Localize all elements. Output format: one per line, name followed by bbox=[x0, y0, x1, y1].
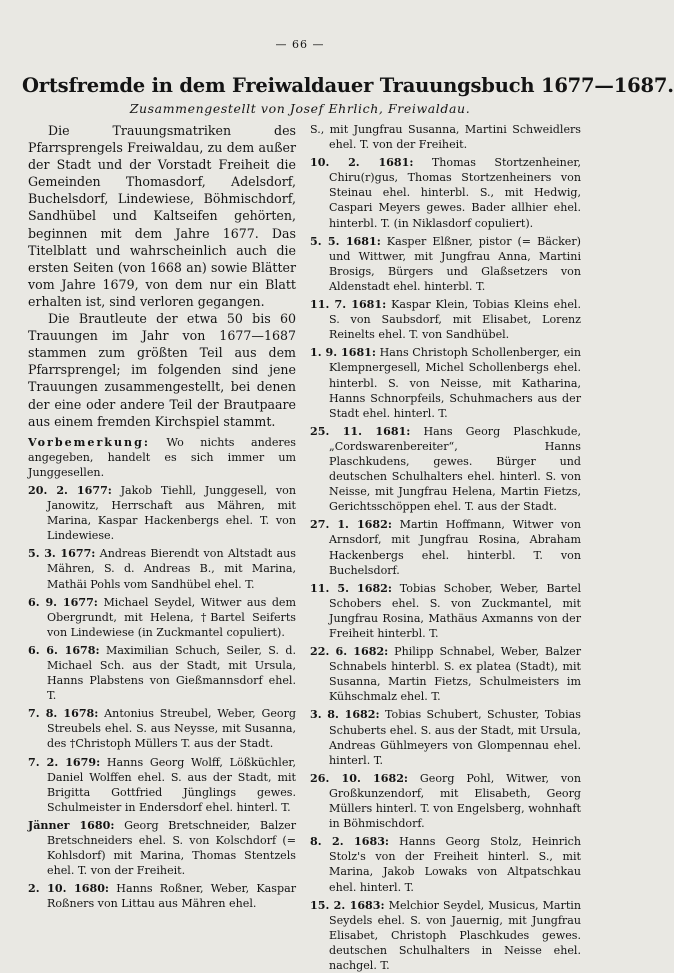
marriage-entry bbox=[310, 517, 581, 577]
entry-text: Antonius Streubel, Weber, Georg Streubels ehel. S. aus Neysse, mit Susanna, des †Christoph Müllers T. aus der Stadt. bbox=[47, 707, 296, 751]
left-entry-list bbox=[28, 483, 296, 912]
entry-text: S., mit Jungfrau Susanna, Martini Schweidlers ehel. T. von der Freiheit. bbox=[310, 123, 581, 152]
entry-date: 2. 10. 1680: bbox=[28, 882, 110, 896]
intro-paragraph: Die Trauungsmatriken des Pfarrsprengels Freiwaldau, zu dem außer der Stadt und der Vorstadt Freiheit die Gemeinden Thomasdorf, Adelsdorf, Buchelsdorf, Lindewiese, Böhmischdorf, Sandhübel und Kaltseifen gehörten, beginnen mit dem Jahre 1677. Das Titelblatt und wahrscheinlich auch die ersten Seiten (von 1668 an) sowie Blätter vom Jahre 1679, von dem nur ein Blatt erhalten ist, sind verloren gegangen. bbox=[28, 123, 296, 309]
entry-text: Kaspar Klein, Tobias Kleins ehel. S. von Saubsdorf, mit Elisabet, Lorenz Reinelts ehel. T. von Sandhübel. bbox=[329, 298, 581, 342]
marriage-entry bbox=[28, 755, 296, 815]
entry-text: Hans Christoph Schollenberger, ein Klempnergesell, Michel Schollenbergs ehel. hinterbl. S. von Neisse, mit Katharina, Hanns Schnorpfeils, Schuhmachers aus der Stadt ehel. hinterl. T. bbox=[329, 346, 582, 420]
entry-date: 5. 5. 1681: bbox=[310, 234, 381, 248]
entry-date: 6. 9. 1677: bbox=[28, 595, 98, 609]
marriage-entry bbox=[310, 122, 581, 152]
right-column bbox=[310, 122, 581, 973]
entry-text: Andreas Bierendt von Altstadt aus Mähren, S. d. Andreas B., mit Marina, Mathäi Pohls vom Sandhübel ehel. T. bbox=[47, 547, 296, 591]
marriage-entry bbox=[28, 818, 296, 878]
entry-date: 7. 2. 1679: bbox=[28, 755, 101, 769]
article-subtitle: Zusammengestellt von Josef Ehrlich, Freiwaldau. bbox=[129, 101, 471, 116]
marriage-entry bbox=[310, 297, 581, 342]
entry-text: Hanns Georg Wolff, Lößküchler, Daniel Wolffen ehel. S. aus der Stadt, mit Brigitta Gottfried Jünglings gewes. Schulmeister in Endersdorf ehel. hinterl. T. bbox=[47, 755, 297, 814]
left-column bbox=[28, 122, 296, 912]
note-label: Vorbemerkung: bbox=[28, 435, 150, 449]
entry-date: 6. 6. 1678: bbox=[28, 643, 100, 657]
entry-text: Michael Seydel, Witwer aus dem Obergrundt, mit Helena, †Bartel Seiferts von Lindewiese (in Zuckmantel copuliert). bbox=[47, 595, 297, 639]
marriage-entry bbox=[28, 595, 296, 640]
right-entry-list bbox=[310, 122, 581, 973]
marriage-entry bbox=[310, 898, 581, 973]
entry-date: 25. 11. 1681: bbox=[310, 424, 411, 438]
marriage-entry bbox=[28, 643, 296, 703]
entry-date: 3. 8. 1682: bbox=[310, 708, 380, 722]
entry-text: Tobias Schubert, Schuster, Tobias Schuberts ehel. S. aus der Stadt, mit Ursula, Andreas Gühlmeyers von Glompennau ehel. hinterl. T. bbox=[329, 708, 581, 767]
page-number: — 66 — bbox=[275, 38, 325, 51]
marriage-entry bbox=[310, 424, 581, 515]
entry-text: Hans Georg Plaschkude, „Cordswarenbereiter“, Hanns Plaschkudens, gewes. Bürger und deutschen Schulhalters ehel. hinterl. S. von Neisse, mit Jungfrau Helena, Martin Fietzs, Gerichtsschöppen ehel. T. aus der Stadt. bbox=[329, 424, 581, 514]
entry-date: 11. 5. 1682: bbox=[310, 581, 392, 595]
entry-date: 8. 2. 1683: bbox=[310, 835, 390, 849]
entry-date: 11. 7. 1681: bbox=[310, 298, 387, 312]
entry-date: 7. 8. 1678: bbox=[28, 707, 99, 721]
entry-text: Georg Pohl, Witwer, von Großkunzendorf, mit Elisabeth, Georg Müllers hinterl. T. von Engelsberg, wohnhaft in Böhmischdorf. bbox=[329, 771, 581, 831]
entry-text: Martin Hoffmann, Witwer von Arnsdorf, mit Jungfrau Rosina, Abraham Hackenbergs ehel. hinterbl. T. von Buchelsdorf. bbox=[329, 518, 581, 577]
entry-text: Tobias Schober, Weber, Bartel Schobers ehel. S. von Zuckmantel, mit Jungfrau Rosina, Mathäus Axmanns von der Freiheit hinterbl. T. bbox=[329, 581, 581, 640]
entry-date: 1. 9. 1681: bbox=[310, 346, 376, 360]
marriage-entry bbox=[28, 706, 296, 751]
marriage-entry bbox=[310, 155, 581, 230]
article-title: Ortsfremde in dem Freiwaldauer Trauungsbuch 1677—1687. bbox=[22, 74, 674, 97]
entry-date: 20. 2. 1677: bbox=[28, 483, 112, 497]
marriage-entry bbox=[310, 581, 581, 641]
entry-text: Maximilian Schuch, Seiler, S. d. Michael Sch. aus der Stadt, mit Ursula, Hanns Plabstens von Gießmannsdorf ehel. T. bbox=[47, 643, 296, 703]
entry-text: Melchior Seydel, Musicus, Martin Seydels ehel. S. von Jauernig, mit Jungfrau Elisabet, Christoph Plaschkudes gewes. deutschen Schulhalters in Neisse ehel. nachgel. T. bbox=[329, 898, 582, 972]
entry-date: 22. 6. 1682: bbox=[310, 645, 389, 659]
marriage-entry bbox=[310, 234, 581, 294]
marriage-entry bbox=[310, 834, 581, 894]
entry-text: Hanns Georg Stolz, Heinrich Stolz's von der Freiheit hinterl. S., mit Marina, Jakob Lowaks von Altpatschkau ehel. hinterl. T. bbox=[329, 835, 582, 894]
marriage-entry bbox=[310, 707, 581, 767]
marriage-entry bbox=[28, 881, 296, 911]
marriage-entry bbox=[310, 644, 581, 704]
entry-text: Georg Bretschneider, Balzer Bretschneiders ehel. S. von Kolschdorf (= Kohlsdorf) mit Marina, Thomas Stentzels ehel. T. von der Freiheit. bbox=[47, 818, 296, 878]
entry-text: Jakob Tiehll, Junggesell, von Janowitz, Herrschaft aus Mähren, mit Marina, Kaspar Hackenbergs ehel. T. von Lindewiese. bbox=[47, 483, 296, 543]
entry-text: Kasper Elßner, pistor (= Bäcker) und Wittwer, mit Jungfrau Anna, Martini Brosigs, Bürgers und Glaßsetzers von Aldenstadt ehel. hinterbl. T. bbox=[329, 234, 581, 293]
entry-date: Jänner 1680: bbox=[28, 818, 115, 832]
entry-text: Philipp Schnabel, Weber, Balzer Schnabels hinterbl. S. ex platea (Stadt), mit Susanna, Martin Fietzs, Schulmeisters im Kühschmalz ehel. T. bbox=[329, 645, 582, 704]
entry-text: Hanns Roßner, Weber, Kaspar Roßners von Littau aus Mähren ehel. bbox=[47, 882, 297, 911]
marriage-entry bbox=[310, 345, 581, 420]
marriage-entry bbox=[310, 771, 581, 831]
entry-date: 26. 10. 1682: bbox=[310, 771, 409, 785]
marriage-entry bbox=[28, 483, 296, 543]
entry-date: 10. 2. 1681: bbox=[310, 156, 414, 170]
intro-paragraph: Die Brautleute der etwa 50 bis 60 Trauungen im Jahr von 1677—1687 stammen zum größten Teil aus dem Pfarrsprengel; im folgenden sind jene Trauungen zusammengestellt, bei denen der eine oder andere Teil der Brautpaare aus einem fremden Kirchspiel stammt. bbox=[28, 311, 296, 429]
preliminary-note bbox=[28, 435, 296, 480]
entry-text: Thomas Stortzenheiner, Chiru(r)gus, Thomas Stortzenheiners von Steinau ehel. hinterbl. S., mit Hedwig, Caspari Meyers gewes. Bader allhier ehel. hinterbl. T. (in Niklasdorf copuliert). bbox=[329, 156, 581, 230]
note-text: Wo nichts anderes angegeben, handelt es sich immer um Junggesellen. bbox=[28, 435, 296, 479]
entry-date: 27. 1. 1682: bbox=[310, 518, 392, 532]
entry-date: 15. 2. 1683: bbox=[310, 898, 385, 912]
marriage-entry bbox=[28, 546, 296, 591]
entry-date: 5. 3. 1677: bbox=[28, 547, 96, 561]
